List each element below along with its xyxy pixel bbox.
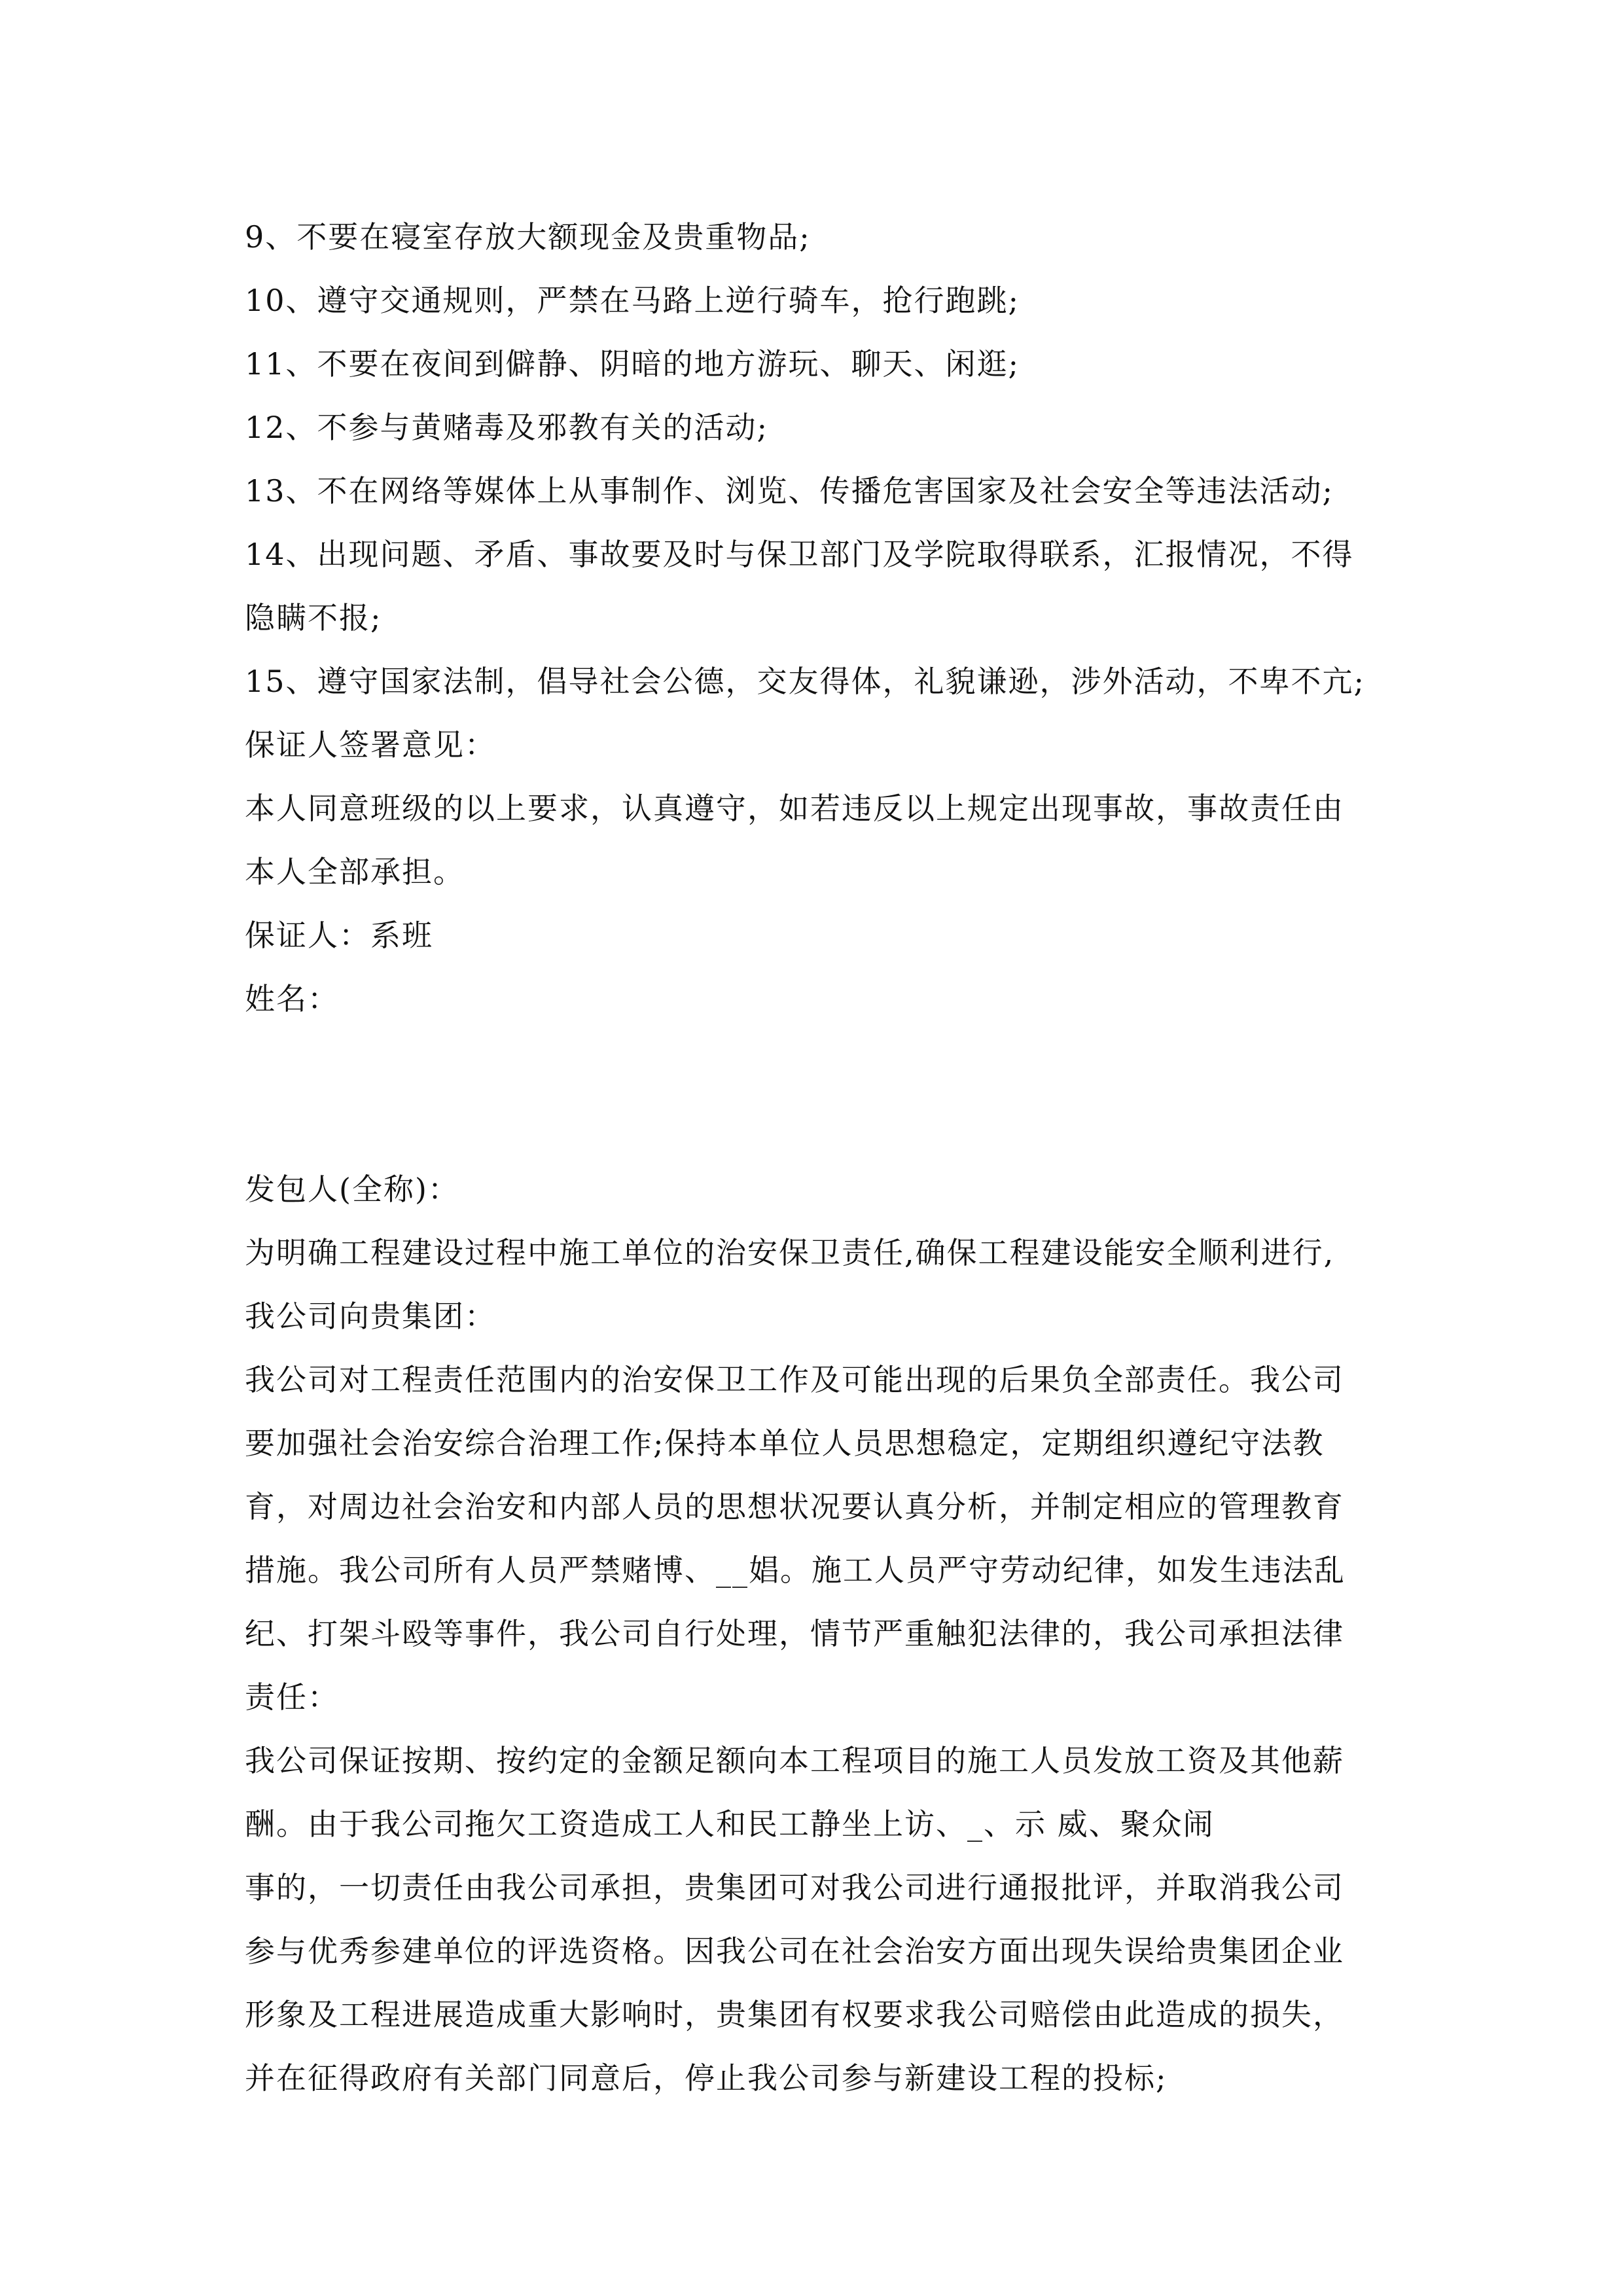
guarantor-line: 保证人：系班 [245, 918, 433, 953]
paragraph-line: 措施。我公司所有人员严禁赌博、__娼。施工人员严守劳动纪律，如发生违法乱 [245, 1552, 1346, 1588]
paragraph-line: 我公司保证按期、按约定的金额足额向本工程项目的施工人员发放工资及其他薪 [245, 1743, 1344, 1778]
paragraph-line: 事的，一切责任由我公司承担，贵集团可对我公司进行通报批评，并取消我公司 [245, 1870, 1344, 1905]
paragraph-line: 并在征得政府有关部门同意后，停止我公司参与新建设工程的投标; [245, 2060, 1168, 2096]
paragraph-line: 参与优秀参建单位的评选资格。因我公司在社会治安方面出现失误给贵集团企业 [245, 1933, 1344, 1969]
opinion-heading: 保证人签署意见： [245, 727, 496, 762]
section-spacer [245, 1031, 1397, 1158]
list-item: 15、遵守国家法制，倡导社会公德，交友得体，礼貌谦逊，涉外活动，不卑不亢; [245, 664, 1366, 699]
list-item: 14、出现问题、矛盾、事故要及时与保卫部门及学院取得联系，汇报情况，不得 [245, 537, 1354, 572]
paragraph-line: 为明确工程建设过程中施工单位的治安保卫责任,确保工程建设能安全顺利进行, [245, 1235, 1335, 1270]
list-item: 9、不要在寝室存放大额现金及贵重物品; [245, 219, 811, 255]
paragraph-line: 育，对周边社会治安和内部人员的思想状况要认真分析，并制定相应的管理教育 [245, 1489, 1344, 1524]
paragraph-line: 我公司对工程责任范围内的治安保卫工作及可能出现的后果负全部责任。我公司 [245, 1362, 1344, 1397]
list-item: 11、不要在夜间到僻静、阴暗的地方游玩、聊天、闲逛; [245, 346, 1020, 382]
list-item-continuation: 隐瞒不报; [245, 600, 382, 636]
paragraph-line: 形象及工程进展造成重大影响时，贵集团有权要求我公司赔偿由此造成的损失， [245, 1997, 1344, 2032]
document-body [245, 206, 1397, 2110]
name-line: 姓名： [245, 981, 339, 1016]
list-item: 12、不参与黄赌毒及邪教有关的活动; [245, 410, 769, 445]
paragraph-line: 我公司向贵集团： [245, 1299, 496, 1334]
list-item: 10、遵守交通规则，严禁在马路上逆行骑车，抢行跑跳; [245, 283, 1020, 318]
paragraph-line: 纪、打架斗殴等事件，我公司自行处理，情节严重触犯法律的，我公司承担法律 [245, 1616, 1344, 1651]
paragraph-line: 要加强社会治安综合治理工作;保持本单位人员思想稳定，定期组织遵纪守法教 [245, 1426, 1325, 1461]
contractor-heading: 发包人(全称)： [245, 1172, 459, 1207]
list-item: 13、不在网络等媒体上从事制作、浏览、传播危害国家及社会安全等违法活动; [245, 473, 1334, 509]
opinion-text-line: 本人全部承担。 [245, 854, 465, 889]
paragraph-line: 酬。由于我公司拖欠工资造成工人和民工静坐上访、_、示 威、聚众闹 [245, 1806, 1215, 1842]
opinion-text-line: 本人同意班级的以上要求，认真遵守，如若违反以上规定出现事故，事故责任由 [245, 791, 1344, 826]
paragraph-line: 责任： [245, 1679, 339, 1715]
